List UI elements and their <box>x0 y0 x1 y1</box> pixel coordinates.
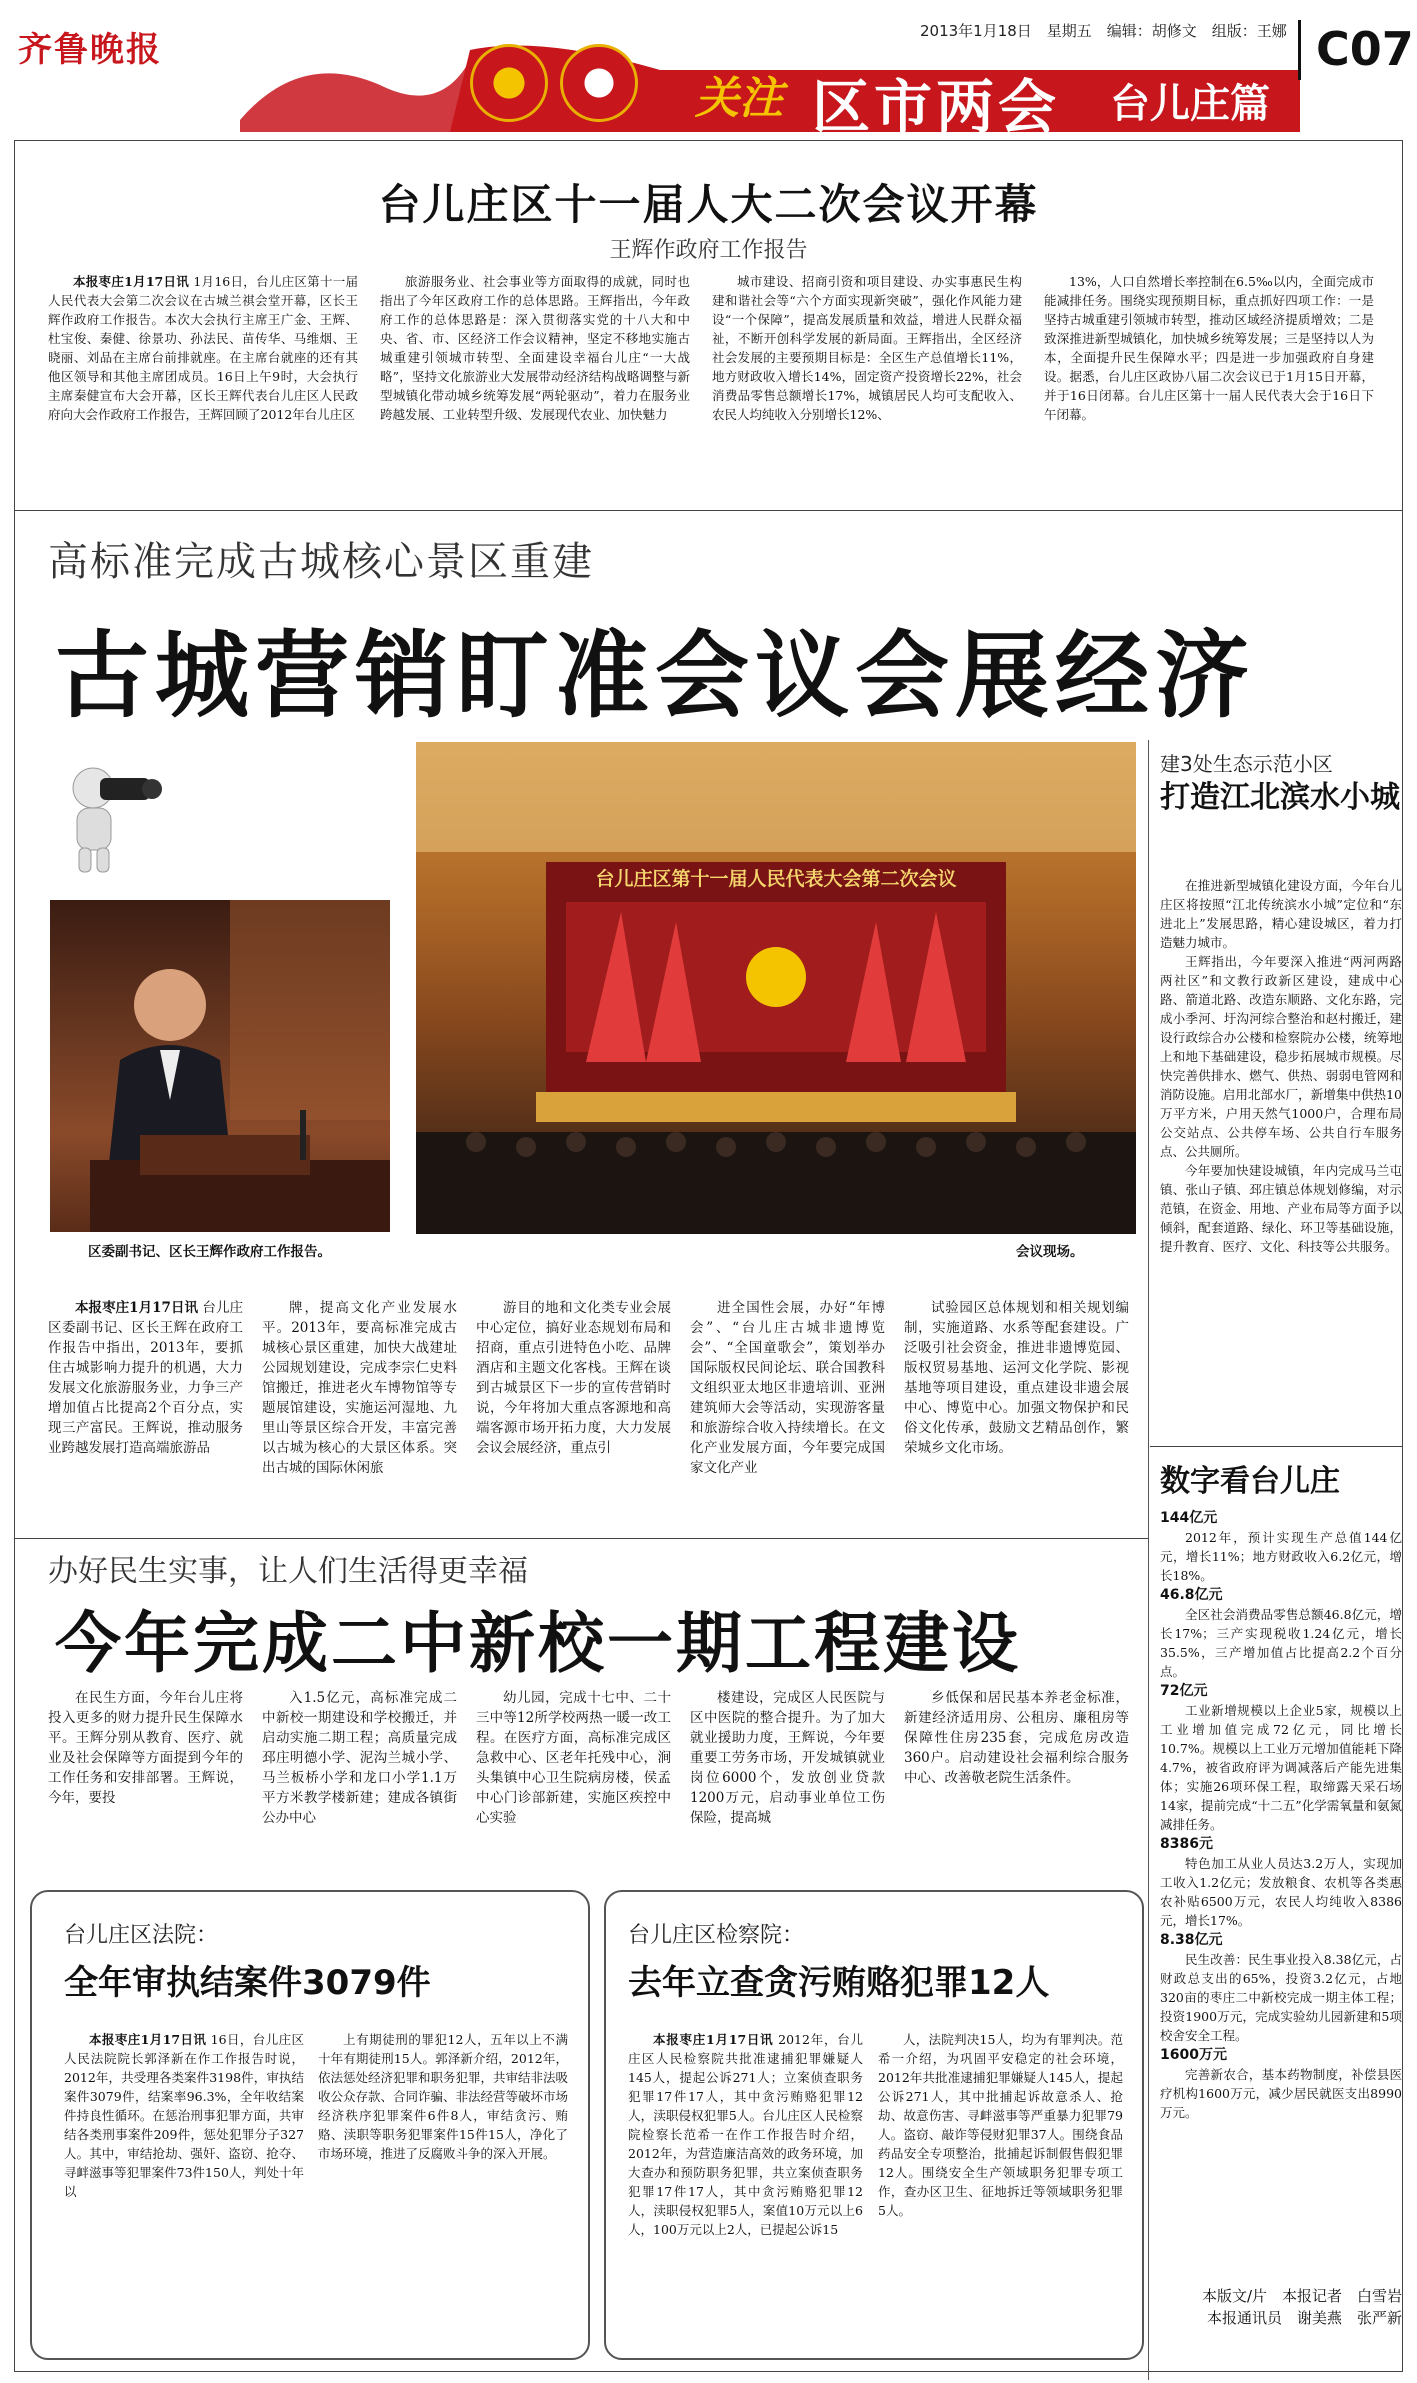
article3-column-3: 幼儿园，完成十七中、二十三中等12所学校两热一暖一改工程。在医疗方面，高标准完成区急救中心、区老年托残中心，涧头集镇中心卫生院病房楼，侯孟中心门诊部新建，实施区疾控中心实验 <box>476 1690 671 1826</box>
procuratorate-lead: 本报枣庄1月17日讯 <box>653 2032 774 2047</box>
article3-column-5: 乡低保和居民基本养老金标准，新建经济适用房、公租房、廉租房等保障性住房235套，完成危房改造360户。启动建设社会福利综合服务中心、改善敬老院生活条件。 <box>904 1690 1129 1786</box>
column-label: 关注 <box>695 73 783 124</box>
speaker-illustration <box>50 900 390 1232</box>
today-sub: 台儿庄篇 <box>1110 81 1270 127</box>
divider <box>1150 1446 1403 1447</box>
numbers-item: 8.38亿元 民生改善：民生事业投入8.38亿元，占财政总支出的65%，投资3.2亿元，占地320亩的枣庄二中新校完成一期主体工程；投资1900万元，完成实验幼儿园新建和5项校舍安全工程。 <box>1160 1932 1402 2043</box>
article1-title: 台儿庄区十一届人大二次会议开幕 <box>378 180 1039 229</box>
column-name: 区市两会 <box>812 73 1061 141</box>
article3-column-1: 在民生方面，今年台儿庄将投入更多的财力提升民生保障水平。王辉分别从教育、医疗、就业及社会保障等方面提到今年的工作任务和安排部署。王辉说，今年，要投 <box>48 1690 243 1806</box>
article2-column-2: 牌，提高文化产业发展水平。2013年，要高标准完成古城核心景区重建，加快大战建址公园规划建设，完成李宗仁史料馆搬迁，推进老火车博物馆等专题展馆建设，实施运河湿地、九里山等景区综合开发，丰富完善以古城为核心的大景区体系。突出古城的国际休闲旅 <box>262 1300 457 1476</box>
numbers-item: 46.8亿元 全区社会消费品零售总额46.8亿元，增长17%；三产实现税收1.24亿元，增长35.5%，三产增加值占比提高2.2个百分点。 <box>1160 1587 1402 1679</box>
article3-column-4: 楼建设，完成区人民医院与区中医院的整合提升。为了加大就业援助力度，王辉说，今年要重要工劳务市场，开发城镇就业岗位6000个，发放创业贷款1200万元，启动事业单位工伤保险，提高城 <box>690 1690 885 1826</box>
court-title: 全年审执结案件3079件 <box>64 1963 431 2003</box>
article1-column-2: 旅游服务业、社会事业等方面取得的成就，同时也指出了今年区政府工作的总体思路。王辉指出，今年政府工作的总体思路是：深入贯彻落实党的十八大和中央、省、市、区经济工作会议精神，坚定不移地实施古城重建引领城市转型、全面建设幸福台儿庄“一大战略”，坚持文化旅游业大发展带动经济结构战略调整与新型城镇化带动城乡统筹发展“两轮驱动”，着力在服务业跨越发展、工业转型升级、发展现代农业、加快魅力 <box>380 274 690 422</box>
article2-title: 古城营销盯准会议会展经济 <box>55 622 1256 731</box>
divider <box>14 510 1403 511</box>
sidebar-body: 在推进新型城镇化建设方面，今年台儿庄区将按照“江北传统滨水小城”定位和“东进北上”发展思路，精心建设城区，着力打造魅力城市。 王辉指出，今年要深入推进“两河两路两社区”和文教行政新区建设，建成中心路、箭道北路、改造东顺路、文化东路，完成小季河、圩沟河综合整治和赵村搬迁，建设行政综合办公楼和检察院办公楼，统筹地上和地下基础建设，稳步拓展城市规模。尽快完善供排水、燃气、供热、弱弱电管网和消防设施。启用北部水厂，新增集中供热10万平方米，户用天然气1000户，合理布局公交站点、公共停车场、公共自行车服务点、公共厕所。 今年要加快建设城镇，年内完成马兰屯镇、张山子镇、邳庄镇总体规划修编，对示范镇，在资金、用地、产业布局等方面予以倾斜，配套道路、绿化、环卫等基础设施，提升教育、医疗、文化、科技等公共服务。 <box>1160 878 1402 1254</box>
caption-left: 区委副书记、区长王辉作政府工作报告。 <box>88 1244 331 1260</box>
numbers-item: 8386元 特色加工从业人员达3.2万人，实现加工收入1.2亿元；发放粮食、农机等各类惠农补贴6500万元，农民人均纯收入8386元，增长17%。 <box>1160 1836 1402 1928</box>
caption-right: 会议现场。 <box>1016 1244 1084 1260</box>
article3-column-2: 入1.5亿元，高标准完成二中新校一期建设和学校搬迁，并启动实施二期工程；高质量完成邳庄明德小学、泥沟兰城小学、马兰板桥小学和龙口小学1.1万平方米教学楼新建；建成各镇街公办中心 <box>262 1690 457 1826</box>
court-lead: 本报枣庄1月17日讯 <box>89 2032 207 2047</box>
sidebar-kicker: 建3处生态示范小区 <box>1160 752 1333 776</box>
page-divider <box>1298 20 1301 80</box>
article1-subtitle: 王辉作政府工作报告 <box>609 238 808 263</box>
numbers-item: 1600万元 完善新农合，基本药物制度，补偿县医疗机构1600万元，减少居民就医支出8990万元。 <box>1160 2047 1402 2120</box>
article3-title: 今年完成二中新校一期工程建设 <box>55 1605 1021 1682</box>
photo-hall <box>416 742 1136 1234</box>
paper-name: 齐鲁晚报 <box>18 30 162 70</box>
article2-column-5: 试验园区总体规划和相关规划编制，实施道路、水系等配套建设。广泛吸引社会资金，推进非遗博览园、版权贸易基地、运河文化学院、影视基地等项目建设，重点建设非遗会展中心、博览中心。加强文物保护和民俗文化传承，鼓励文艺精品创作，繁荣城乡文化市场。 <box>904 1300 1129 1456</box>
masthead <box>0 0 1417 141</box>
numbers-item: 144亿元 2012年，预计实现生产总值144亿元，增长11%；地方财政收入6.2亿元，增长18%。 <box>1160 1510 1402 1583</box>
page-number: C07 <box>1316 22 1414 76</box>
article1-column-1: 本报枣庄1月17日讯 1月16日，台儿庄区第十一届人民代表大会第二次会议在古城兰祺会堂开幕，区长王辉作政府工作报告。本次大会执行主席王广金、王辉、杜宝俊、秦健、徐景功、孙法民、苗传华、马维烟、王晓丽、刘品在主席台前排就座。在主席台就座的还有其他区领导和其他主席团成员。16日上午9时，大会执行主席秦健宣布大会开幕，区长王辉代表台儿庄区人民政府向大会作政府工作报告，王辉回顾了2012年台儿庄区 <box>48 274 358 422</box>
procuratorate-column-1: 本报枣庄1月17日讯 2012年，台儿庄区人民检察院共批准逮捕犯罪嫌疑人145人，提起公诉271人；立案侦查职务犯罪17件17人，其中贪污贿赂犯罪12人，渎职侵权犯罪5人。台儿庄区人民检察院检察长范希一在作工作报告时介绍，2012年，为营造廉洁高效的政务环境，加大查办和预防职务犯罪，共立案侦查职务犯罪17件17人，其中贪污贿赂犯罪12人，渎职侵权犯罪5人，案值10万元以上6人，100万元以上2人，已提起公诉15 <box>628 2032 863 2237</box>
photo-speaker <box>50 900 390 1232</box>
court-kicker: 台儿庄区法院： <box>64 1923 219 1948</box>
procuratorate-kicker: 台儿庄区检察院： <box>628 1923 805 1948</box>
hall-illustration <box>416 742 1136 1234</box>
national-emblem-icon <box>470 44 548 122</box>
date-line: 2013年1月18日 星期五 编辑：胡修文 组版：王娜 <box>920 22 1287 40</box>
sidebar-title: 打造江北滨水小城 <box>1160 780 1400 815</box>
article3-subtitle: 办好民生实事，让人们生活得更幸福 <box>48 1554 528 1589</box>
court-column-2: 上有期徒刑的罪犯12人，五年以上不满十年有期徒刑15人。郭泽新介绍，2012年，依法惩处经济犯罪和职务犯罪，共审结非法吸收公众存款、合同诈骗、非法经营等破坏市场经济秩序犯罪案件6件8人，审结贪污、贿赂、渎职等职务犯罪案件15件15人，净化了市场环境，推进了反腐败斗争的深入开展。 <box>318 2032 568 2161</box>
numbers-body <box>1160 1508 1402 2308</box>
article1-column-4: 13%，人口自然增长率控制在6.5‰以内，全面完成市能减排任务。围绕实现预期目标，重点抓好四项工作：一是坚持古城重建引领城市转型，推动区域经济提质增效；二是致深推进新型城镇化，加快城乡统筹发展；三是坚持以人为本，全面提升民生保障水平；四是进一步加强政府自身建设。据悉，台儿庄区政协八届二次会议已于1月15日开幕，并于16日闭幕。台儿庄区第十一届人民代表大会于16日下午闭幕。 <box>1044 274 1374 422</box>
court-column-1: 本报枣庄1月17日讯 16日，台儿庄区人民法院院长郭泽新在作工作报告时说，2012年，共受理各类案件3198件，审执结案件3079件，结案率96.3%，全年收结案件持良性循环。在惩治刑事犯罪方面，共审结各类刑事案件209件，惩处犯罪分子327人。其中，审结抢劫、强奸、盗窃、抢夺、寻衅滋事等犯罪案件73件150人，判处十年以 <box>64 2032 304 2199</box>
hall-banner: 台儿庄区第十一届人民代表大会第二次会议 <box>595 868 957 890</box>
article2-subtitle: 高标准完成古城核心景区重建 <box>48 539 594 585</box>
divider <box>14 1538 1148 1539</box>
today-label: 今日枣庄 <box>1135 47 1215 71</box>
procuratorate-title: 去年立查贪污贿赂犯罪12人 <box>628 1963 1050 2003</box>
article1-column-3: 城市建设、招商引资和项目建设、办实事惠民生构建和谐社会等“六个方面实现新突破”，强化作风能力建设“一个保障”，提高发展质量和效益，增进人民群众福祉，不断开创科学发展的新局面。王辉指出，全区经济社会发展的主要预期目标是：全区生产总值增长11%，地方财政收入增长14%，固定资产投资增长22%，社会消费品零售总额增长17%，城镇居民人均可支配收入、农民人均纯收入分别增长12%、 <box>712 274 1022 422</box>
cppcc-emblem-icon <box>560 44 638 122</box>
procuratorate-column-2: 人，法院判决15人，均为有罪判决。范希一介绍，为巩固平安稳定的社会环境，2012年共批准逮捕犯罪嫌疑人145人，提起公诉271人，其中批捕起诉故意杀人、抢劫、故意伤害、寻衅滋事等严重暴力犯罪79人。盗窃、敲诈等侵财犯罪37人。围绕食品药品安全专项整治，批捕起诉制假售假犯罪12人。围绕安全生产领域职务犯罪专项工作，查办区卫生、征地拆迁等领域职务犯罪5人。 <box>878 2032 1123 2218</box>
reporter-camera-icon <box>55 760 165 875</box>
byline: 本版文/片 本报记者 白雪岩 本报通讯员 谢美燕 张严新 <box>1201 2287 1417 2327</box>
article2-column-4: 进全国性会展，办好“年博会”、“台儿庄古城非遗博览会”、“全国童歌会”，策划举办国际版权民间论坛、联合国教科文组织亚太地区非遗培训、亚洲建筑师大会等活动，实现游客量和旅游综合收入持续增长。在文化产业发展方面，今年要完成国家文化产业 <box>690 1300 885 1476</box>
article2-lead: 本报枣庄1月17日讯 <box>75 1300 199 1316</box>
numbers-title: 数字看台儿庄 <box>1160 1464 1340 1499</box>
numbers-item: 72亿元 工业新增规模以上企业5家，规模以上工业增加值完成72亿元，同比增长10.7%。规模以上工业万元增加值能耗下降4.7%，被省政府评为调减落后产能先进集体；实施26项环保工程，取缔露天采石场14家，提前完成“十二五”化学需氧量和氨氮减排任务。 <box>1160 1683 1402 1832</box>
sidebar-rule <box>1148 740 1149 2380</box>
article1-lead: 本报枣庄1月17日讯 <box>73 274 190 289</box>
article2-column-3: 游目的地和文化类专业会展中心定位，搞好业态规划布局和招商，重点引进特色小吃、品牌酒店和主题文化客栈。王辉在谈到古城景区下一步的宣传营销时说，今年将加大重点客源地和高端客源市场开拓力度，大力发展会议会展经济，重点引 <box>476 1300 671 1456</box>
article2-column-1: 本报枣庄1月17日讯 台儿庄区委副书记、区长王辉在政府工作报告中指出，2013年，要抓住古城影响力提升的机遇，大力发展文化旅游服务业，力争三产增加值占比提高2个百分点，实现三产富民。王辉说，推动服务业跨越发展打造高端旅游品 <box>48 1300 243 1456</box>
